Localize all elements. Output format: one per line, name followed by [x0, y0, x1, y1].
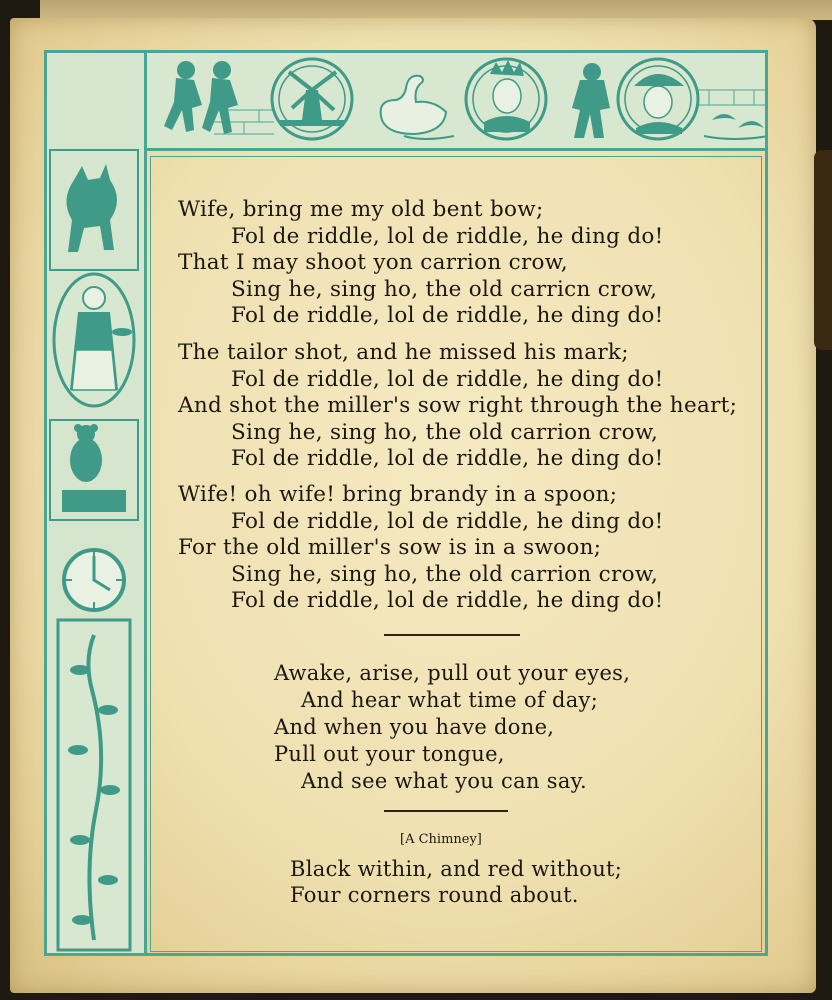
verse-line: Pull out your tongue, — [274, 742, 505, 766]
section-divider — [384, 634, 520, 636]
verse-line: Four corners round about. — [290, 883, 579, 907]
riddle-two — [290, 856, 622, 908]
verse-line: Fol de riddle, lol de riddle, he ding do! — [231, 508, 664, 534]
verse-line: Sing he, sing ho, the old carrion crow, — [231, 419, 659, 445]
verse-line: The tailor shot, and he missed his mark; — [178, 340, 629, 365]
verse-line: Wife! oh wife! bring brandy in a spoon; — [178, 482, 618, 507]
stanza-one — [178, 197, 664, 330]
torn-page-edge — [814, 150, 832, 350]
verse-line: And shot the miller's sow right through the heart; — [178, 393, 738, 418]
verse-line: That I may shoot yon carrion crow, — [178, 250, 569, 275]
verse-line: Sing he, sing ho, the old carrion crow, — [231, 561, 659, 587]
section-divider — [384, 810, 508, 812]
verse-line: And see what you can say. — [301, 769, 587, 793]
verse-line: Black within, and red without; — [290, 857, 623, 881]
verse-line: Fol de riddle, lol de riddle, he ding do! — [231, 223, 664, 249]
verse-line: Sing he, sing ho, the old carricn crow, — [231, 276, 658, 302]
verse-line: Fol de riddle, lol de riddle, he ding do! — [231, 366, 664, 392]
verse-line: And when you have done, — [274, 715, 555, 739]
verse-line: For the old miller's sow is in a swoon; — [178, 535, 602, 560]
verse-line: And hear what time of day; — [301, 688, 599, 712]
background-page-edge — [40, 0, 832, 20]
verse-line: Fol de riddle, lol de riddle, he ding do! — [231, 588, 664, 613]
verse-line: Awake, arise, pull out your eyes, — [274, 661, 631, 685]
verse-line: Wife, bring me my old bent bow; — [178, 197, 544, 222]
verse-line: Fol de riddle, lol de riddle, he ding do! — [231, 303, 664, 328]
riddle-answer-label: [A Chimney] — [400, 832, 482, 847]
stanza-three — [178, 482, 664, 615]
verse-line: Fol de riddle, lol de riddle, he ding do! — [231, 446, 664, 471]
stanza-two — [178, 340, 737, 473]
riddle-one — [274, 660, 630, 795]
